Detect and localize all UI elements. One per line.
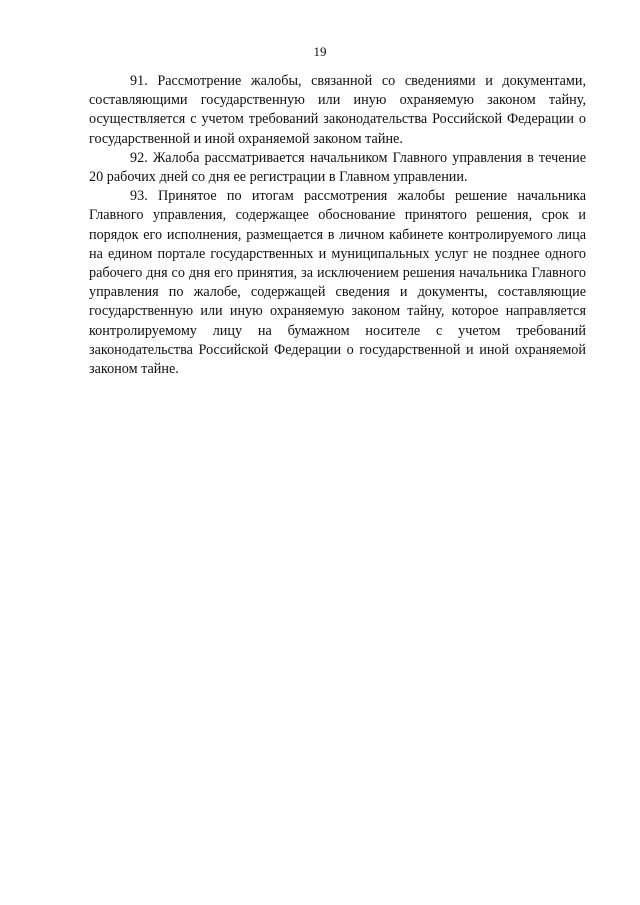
- paragraph-91: 91. Рассмотрение жалобы, связанной со сведениями и документами, составляющими государственную или иную охраняемую законом тайну, осуществляется с учетом требований законодательства Российской Федерации о государственной и иной охраняемой законом тайне.: [89, 73, 586, 147]
- paragraph-93: 93. Принятое по итогам рассмотрения жалобы решение начальника Главного управления, содержащее обоснование принятого решения, срок и порядок его исполнения, размещается в личном кабинете контролируемого лица на едином портале государственных и муниципальных услуг не позднее одного рабочего дня со дня его принятия, за исключением решения начальника Главного управления по жалобе, содержащей сведения и документы, составляющие государственную или иную охраняемую законом тайну, которое направляется контролируемому лицу на бумажном носителе с учетом требований законодательства Российской Федерации о государственной и иной охраняемой законом тайне.: [89, 188, 586, 378]
- page-number: 19: [313, 44, 327, 59]
- paragraph-92: 92. Жалоба рассматривается начальником Главного управления в течение 20 рабочих дней со дня ее регистрации в Главном управлении.: [89, 149, 586, 186]
- document-body: [89, 72, 586, 379]
